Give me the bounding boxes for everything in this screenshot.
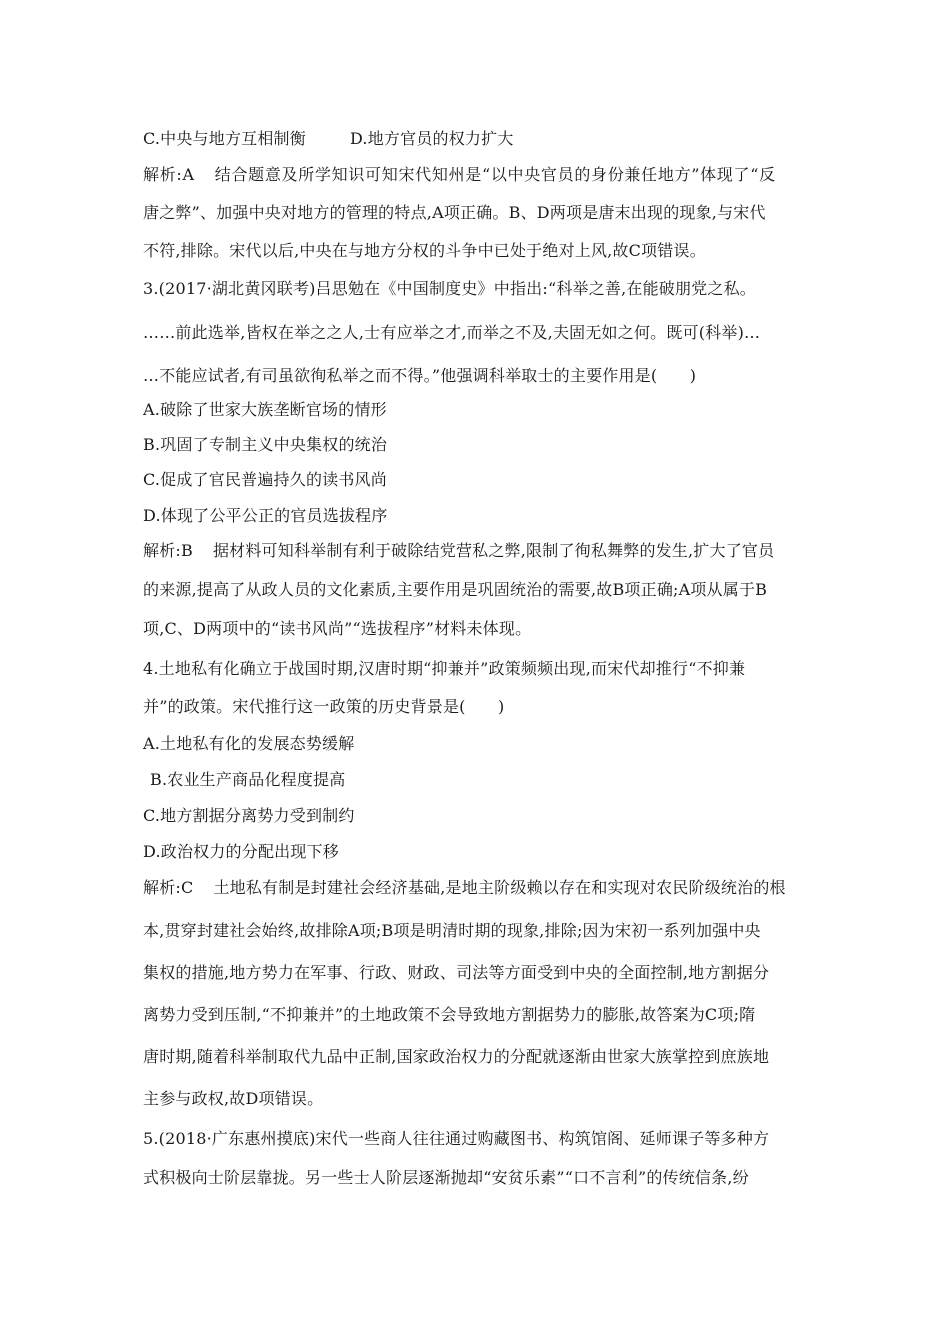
question-3-line-1: 3.(2017·湖北黄冈联考)吕思勉在《中国制度史》中指出:“科举之善,在能破朋党之私。 <box>143 279 757 298</box>
analysis-q2-line-1 <box>143 165 776 185</box>
question-4-line-1: 4.土地私有化确立于战国时期,汉唐时期“抑兼并”政策频频出现,而宋代却推行“不抑兼 <box>143 659 746 678</box>
analysis-q4-line-6: 主参与政权,故D项错误。 <box>143 1089 324 1108</box>
question-3-line-3: …不能应试者,有司虽欲徇私举之而不得。”他强调科举取士的主要作用是( ) <box>143 366 697 385</box>
option-line-c-d <box>143 129 514 149</box>
analysis-text: 结合题意及所学知识可知宋代知州是“以中央官员的身份兼任地方”体现了“反 <box>214 165 776 184</box>
analysis-q2-line-3: 不符,排除。宋代以后,中央在与地方分权的斗争中已处于绝对上风,故C项错误。 <box>143 241 706 260</box>
question-4-option-b: B.农业生产商品化程度提高 <box>150 770 346 789</box>
analysis-q4-line-1 <box>143 878 786 898</box>
question-4-option-d: D.政治权力的分配出现下移 <box>143 842 339 861</box>
question-3-line-2: ……前此选举,皆权在举之之人,士有应举之才,而举之不及,夫固无如之何。既可(科举)… <box>143 323 761 342</box>
analysis-q4-line-4: 离势力受到压制,“不抑兼并”的土地政策不会导致地方割据势力的膨胀,故答案为C项;隋 <box>143 1005 756 1024</box>
option-d-text: D.地方官员的权力扩大 <box>349 129 514 148</box>
analysis-q4-line-3: 集权的措施,地方势力在军事、行政、财政、司法等方面受到中央的全面控制,地方割据分 <box>143 963 770 982</box>
question-3-option-c: C.促成了官民普遍持久的读书风尚 <box>143 470 387 489</box>
analysis-answer-label: 解析:B <box>143 541 193 560</box>
analysis-answer-label: 解析:C <box>143 878 194 897</box>
question-4-option-c: C.地方割据分离势力受到制约 <box>143 806 355 825</box>
analysis-q2-line-2: 唐之弊”、加强中央对地方的管理的特点,A项正确。B、D两项是唐末出现的现象,与宋代 <box>143 203 766 222</box>
analysis-q3-line-2: 的来源,提高了从政人员的文化素质,主要作用是巩固统治的需要,故B项正确;A项从属于B <box>143 580 768 599</box>
question-3-option-d: D.体现了公平公正的官员选拔程序 <box>143 506 388 525</box>
analysis-q3-line-3: 项,C、D两项中的“读书风尚”“选拔程序”材料未体现。 <box>143 619 532 638</box>
analysis-text: 据材料可知科举制有利于破除结党营私之弊,限制了徇私舞弊的发生,扩大了官员 <box>212 541 775 560</box>
analysis-q4-line-5: 唐时期,随着科举制取代九品中正制,国家政治权力的分配就逐渐由世家大族掌控到庶族地 <box>143 1047 770 1066</box>
question-4-option-a: A.土地私有化的发展态势缓解 <box>143 734 355 753</box>
analysis-answer-label: 解析:A <box>143 165 195 184</box>
analysis-q4-line-2: 本,贯穿封建社会始终,故排除A项;B项是明清时期的现象,排除;因为宋初一系列加强中央 <box>143 921 761 940</box>
question-3-option-b: B.巩固了专制主义中央集权的统治 <box>143 435 388 454</box>
analysis-q3-line-1 <box>143 541 774 561</box>
question-5-line-2: 式积极向士阶层靠拢。另一些士人阶层逐渐抛却“安贫乐素”“口不言利”的传统信条,纷 <box>143 1168 749 1187</box>
question-3-option-a: A.破除了世家大族垄断官场的情形 <box>143 400 387 419</box>
option-c-text: C.中央与地方互相制衡 <box>143 129 306 148</box>
question-5-line-1: 5.(2018·广东惠州摸底)宋代一些商人往往通过购藏图书、构筑馆阁、延师课子等多种方 <box>143 1129 770 1148</box>
analysis-text: 土地私有制是封建社会经济基础,是地主阶级赖以存在和实现对农民阶级统治的根 <box>213 878 786 897</box>
question-4-line-2: 并”的政策。宋代推行这一政策的历史背景是( ) <box>143 697 505 716</box>
